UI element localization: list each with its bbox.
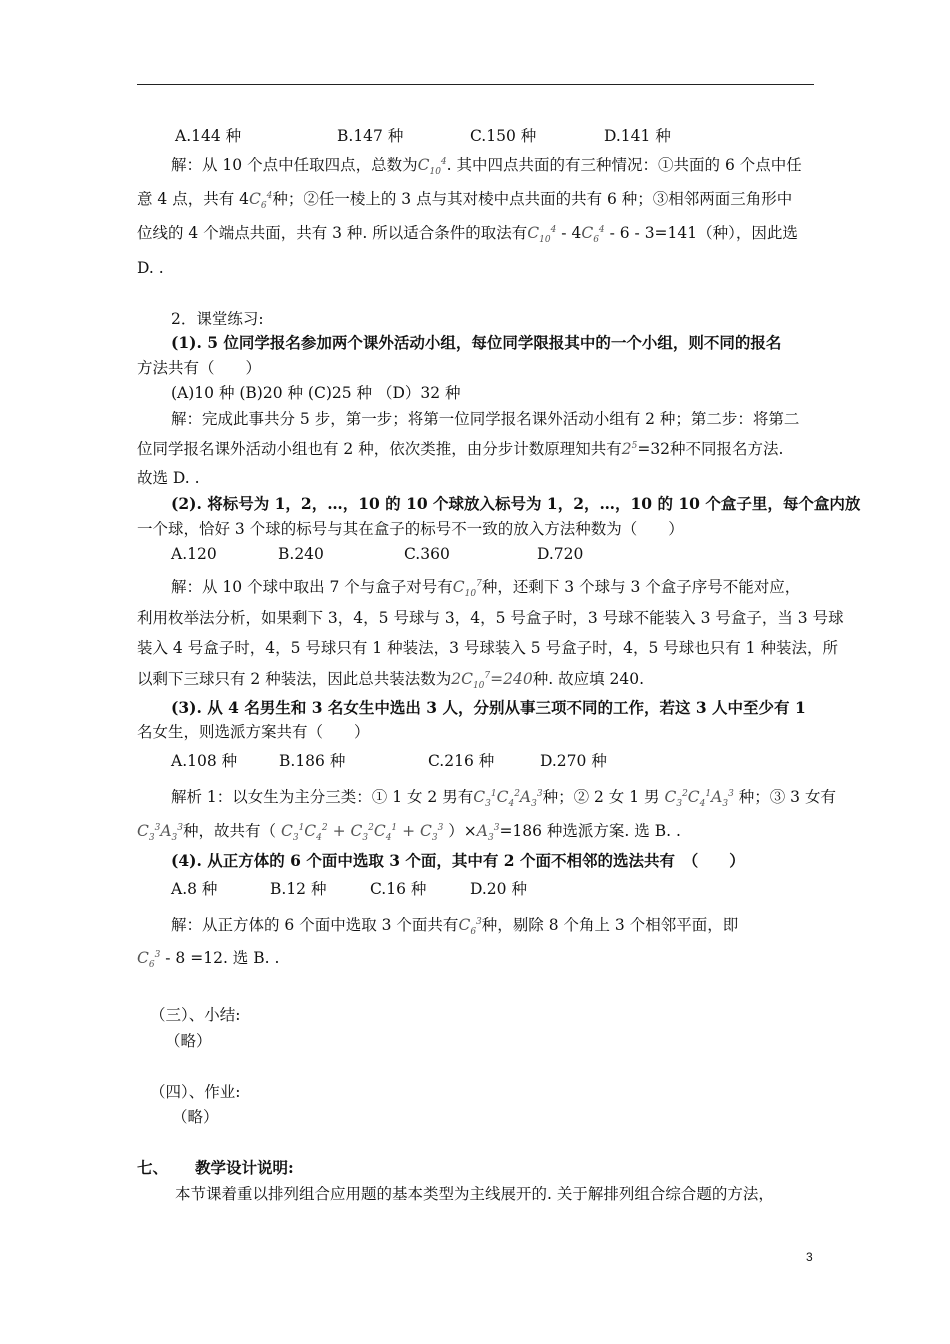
problem-4-stem: (4). 从正方体的 6 个面中选取 3 个面，其中有 2 个面不相邻的选法共有 （ ）: [171, 851, 745, 870]
problem-4-solution: $C_6^3 - 8 =12$. 选 B. .: [137, 949, 280, 971]
p3-option-d: D.270 种: [540, 752, 607, 770]
p4-option-d: D.20 种: [470, 880, 527, 898]
q1-option-a: A.144 种: [175, 127, 242, 145]
problem-1-stem: 方法共有（ ）: [137, 359, 262, 377]
p2-option-c: C.360: [404, 545, 450, 563]
problem-1-solution: 故选 D. .: [137, 469, 200, 487]
section-heading: 2．课堂练习:: [171, 310, 264, 328]
q1-solution-line: 意 4 点，共有 $4C_6^4$种；②任一棱上的 3 点与其对棱中点共面的共有 6 种；③相邻两面三角形中: [137, 190, 793, 212]
problem-2-solution: 利用枚举法分析，如果剩下 3，4，5 号球与 3，4，5 号盒子时，3 号球不能装入 3 号盒子，当 3 号球: [137, 609, 844, 627]
section-heading: （四）、作业:: [150, 1083, 241, 1101]
problem-3-stem: 名女生，则选派方案共有（ ）: [137, 723, 370, 741]
problem-3-solution: 解析 1：以女生为主分三类：① 1 女 2 男有$C_3^1C_4^2A_3^3$种；② 2 女 1 男 $C_3^2C_4^1A_3^3$ 种；③ 3 女有: [171, 788, 836, 810]
q1-option-d: D.141 种: [604, 127, 671, 145]
p3-option-b: B.186 种: [279, 752, 346, 770]
q1-solution-line: 位线的 4 个端点共面，共有 3 种. 所以适合条件的取法有$C_{10}^4 - 4C_6^4 - 6 - 3=141$（种），因此选: [137, 224, 798, 246]
q1-solution-line: 解：从 10 个点中任取四点，总数为$C_{10}^4$. 其中四点共面的有三种情况：①共面的 6 个点中任: [171, 156, 802, 178]
section-7-number: 七、: [137, 1158, 169, 1177]
q1-option-b: B.147 种: [337, 127, 404, 145]
section-heading: （三）、小结:: [150, 1006, 241, 1024]
problem-1-options: (A)10 种 (B)20 种 (C)25 种 （D）32 种: [171, 384, 461, 402]
problem-1-solution: 解：完成此事共分 5 步，第一步；将第一位同学报名课外活动小组有 2 种；第二步：将第二: [171, 410, 800, 428]
p2-option-d: D.720: [537, 545, 584, 563]
q1-option-c: C.150 种: [470, 127, 537, 145]
problem-2-solution: 解：从 10 个球中取出 7 个与盒子对号有$C_{10}^7$种，还剩下 3 个球与 3 个盒子序号不能对应，: [171, 578, 801, 600]
p2-option-a: A.120: [171, 545, 217, 563]
problem-4-solution: 解：从正方体的 6 个面中选取 3 个面共有$C_6^3$种，剔除 8 个角上 3 个相邻平面，即: [171, 916, 739, 938]
section-7-title: 教学设计说明:: [195, 1158, 294, 1177]
p3-option-c: C.216 种: [428, 752, 495, 770]
p3-option-a: A.108 种: [171, 752, 238, 770]
problem-2-solution: 以剩下三球只有 2 种装法，因此总共装法数为$2C_{10}^7=240$种. 故应填 240.: [137, 670, 645, 692]
p2-option-b: B.240: [278, 545, 324, 563]
section-body: （略）: [165, 1032, 212, 1050]
p4-option-a: A.8 种: [171, 880, 218, 898]
section-body: （略）: [172, 1108, 219, 1126]
p4-option-c: C.16 种: [370, 880, 427, 898]
problem-1-solution: 位同学报名课外活动小组也有 2 种，依次类推，由分步计数原理知共有$2^5=32$种不同报名方法.: [137, 440, 784, 458]
q1-solution-line: D. .: [137, 259, 164, 277]
problem-1-stem: (1). 5 位同学报名参加两个课外活动小组，每位同学限报其中的一个小组，则不同的报名: [171, 333, 782, 352]
problem-2-solution: 装入 4 号盒子时，4，5 号球只有 1 种装法，3 号球装入 5 号盒子时，4，5 号球也只有 1 种装法，所: [137, 639, 838, 657]
page-number: 3: [806, 1250, 813, 1264]
header-rule: [137, 84, 814, 85]
problem-2-stem: (2). 将标号为 1，2，…，10 的 10 个球放入标号为 1，2，…，10 的 10 个盒子里，每个盒内放: [171, 494, 861, 513]
problem-2-stem: 一个球，恰好 3 个球的标号与其在盒子的标号不一致的放入方法种数为（ ）: [137, 520, 684, 538]
p4-option-b: B.12 种: [270, 880, 327, 898]
problem-3-solution: $C_3^3A_3^3$种，故共有（ $C_3^1C_4^2 + C_3^2C_4^1 + C_3^3$ ）$\times A_3^3=186$ 种选派方案. 选 B. .: [137, 822, 681, 844]
section-7-body: 本节课着重以排列组合应用题的基本类型为主线展开的. 关于解排列组合综合题的方法，: [175, 1185, 774, 1203]
problem-3-stem: (3). 从 4 名男生和 3 名女生中选出 3 人，分别从事三项不同的工作，若这 3 人中至少有 1: [171, 698, 806, 717]
